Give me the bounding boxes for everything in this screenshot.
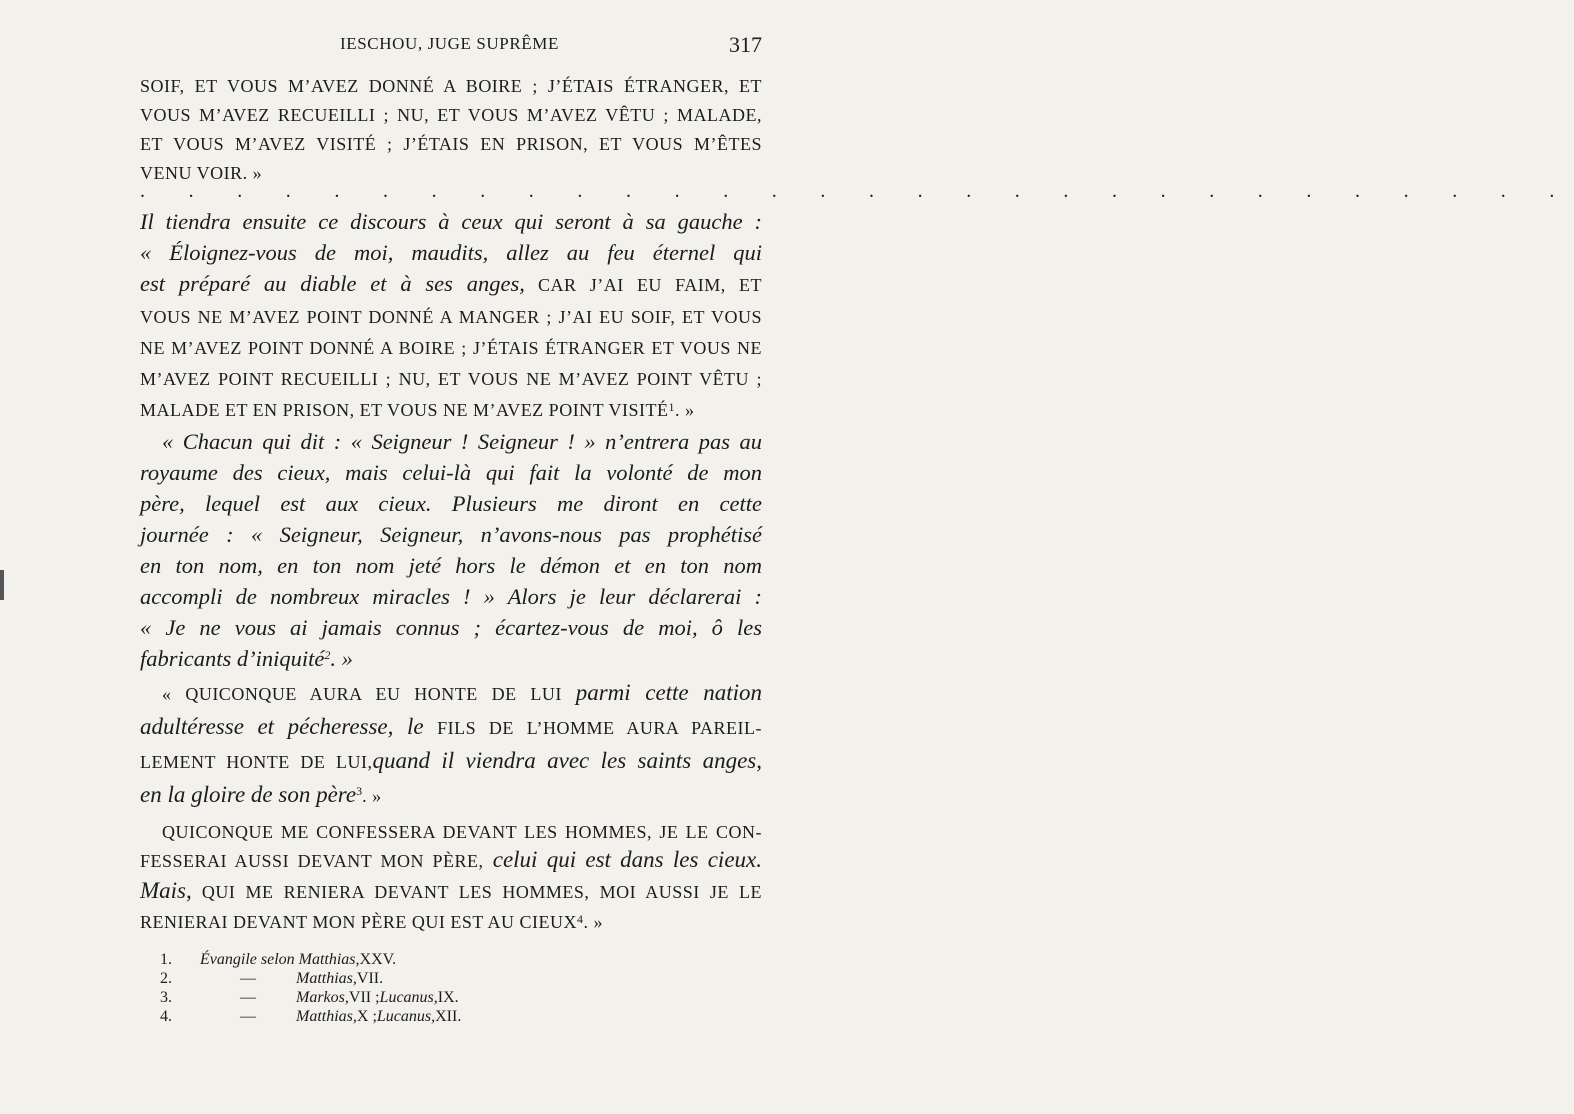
text-line [140, 395, 762, 426]
running-head [140, 34, 762, 58]
italic-run: Mais, [140, 878, 192, 903]
ellipsis-row: . . . . . . . . . . . . . . . . . . . . . . . . . . . . . . [140, 180, 1574, 202]
footnote-number: 1. [160, 951, 172, 968]
footnote-item [160, 969, 461, 988]
paragraph-3 [140, 426, 762, 674]
text-run: . » [675, 400, 695, 420]
footnote-item [160, 988, 461, 1007]
italic-run: adultéresse et pécheresse, [140, 714, 394, 739]
text-line: ET VOUS M’AVEZ VISITÉ ; J’ÉTAIS EN PRISON, ET VOUS M’ÊTES [140, 134, 762, 154]
footnote-number: 2. [160, 970, 172, 987]
page-number: 317 [729, 32, 762, 57]
footnote-source: Lucanus, [376, 1008, 436, 1025]
ditto-dash: — [240, 989, 256, 1006]
text-line: M’AVEZ POINT RECUEILLI ; NU, ET VOUS NE M’AVEZ POINT VÊTU ; [140, 369, 762, 389]
footnote-source: Lucanus, [379, 989, 438, 1006]
small-caps-run: CAR J’AI EU FAIM, ET [524, 275, 762, 295]
paragraph-2 [140, 206, 762, 426]
text-line: accompli de nombreux miracles ! » Alors je leur déclarerai : [140, 584, 762, 609]
text-line: VENU VOIR. » [140, 163, 263, 183]
text-run: . » [362, 786, 382, 806]
ditto-dash: — [240, 970, 256, 987]
italic-run: celui qui est dans les cieux. [483, 847, 762, 872]
text-line: journée : « Seigneur, Seigneur, n’avons-nous pas prophétisé [140, 522, 762, 547]
text-line: Il tiendra ensuite ce discours à ceux qui seront à sa gauche : [140, 209, 762, 234]
footnote-number: 3. [160, 989, 172, 1006]
footnote-number: 4. [160, 1008, 172, 1025]
footnote-reference: VII ; [348, 989, 380, 1006]
text-line: père, lequel est aux cieux. Plusieurs me diront en cette [140, 491, 762, 516]
text-run: fabricants d’iniquité [140, 646, 325, 671]
footnote-source: Matthias, [296, 970, 357, 987]
text-line [140, 643, 762, 674]
footnote-source: Matthias, [296, 1008, 357, 1025]
running-title: IESCHOU, JUGE SUPRÊME [340, 34, 559, 53]
small-caps-run: FILS DE L’HOMME AURA PAREIL- [437, 718, 763, 738]
footnote-item [160, 950, 461, 969]
text-line: SOIF, ET VOUS M’AVEZ DONNÉ A BOIRE ; J’ÉTAIS ÉTRANGER, ET [140, 76, 762, 96]
paragraph-4 [140, 677, 762, 813]
footnote-reference: VII. [356, 970, 384, 987]
footnote-item [160, 1007, 461, 1026]
binding-edge-mark [0, 570, 4, 600]
text-line: « Je ne vous ai jamais connus ; écartez-vous de moi, ô les [140, 615, 762, 640]
small-caps-run: « QUICONQUE AURA EU HONTE DE LUI [162, 684, 576, 704]
footnote-ref: 2 [324, 648, 331, 662]
italic-run: quand il viendra avec les saints anges, [372, 748, 762, 773]
text-line: NE M’AVEZ POINT DONNÉ A BOIRE ; J’ÉTAIS ÉTRANGER ET VOUS NE [140, 338, 762, 358]
text-line-mixed [140, 779, 762, 813]
ditto-dash: — [240, 1008, 256, 1025]
footnote-reference: XII. [435, 1008, 462, 1025]
italic-run: parmi cette nation [575, 680, 762, 705]
text-line-mixed [140, 877, 762, 908]
italic-run: en la gloire de son père [140, 782, 357, 807]
italic-run: est préparé au diable et à ses anges, [140, 271, 525, 296]
text-line: royaume des cieux, mais celui-là qui fait la volonté de mon [140, 460, 762, 485]
text-line-mixed [140, 711, 762, 745]
paragraph-5 [140, 818, 762, 936]
small-caps-run: LEMENT HONTE DE LUI, [140, 752, 373, 772]
text-line: VOUS M’AVEZ RECUEILLI ; NU, ET VOUS M’AVEZ VÊTU ; MALADE, [140, 105, 762, 125]
footnote-ref: 4 [577, 912, 584, 926]
footnote-source: Markos, [296, 989, 349, 1006]
text-line: « Éloignez-vous de moi, maudits, allez au feu éternel qui [140, 240, 762, 265]
text-run: RENIERAI DEVANT MON PÈRE QUI EST AU CIEUX [140, 912, 578, 932]
text-run: . » [330, 646, 353, 671]
paragraph-1 [140, 72, 762, 188]
text-line-mixed [140, 677, 762, 711]
footnote-reference: XXV. [359, 951, 397, 968]
italic-run: le [393, 714, 438, 739]
text-line: QUICONQUE ME CONFESSERA DEVANT LES HOMMES, JE LE CON- [162, 822, 762, 842]
footnotes [160, 950, 461, 1026]
text-line-mixed [140, 745, 762, 779]
text-line: VOUS NE M’AVEZ POINT DONNÉ A MANGER ; J’AI EU SOIF, ET VOUS [140, 307, 762, 327]
footnote-reference: IX. [437, 989, 459, 1006]
text-run: . » [583, 912, 604, 932]
text-line [140, 908, 762, 936]
small-caps-run: FESSERAI AUSSI DEVANT MON PÈRE, [140, 851, 484, 871]
footnote-ref: 1 [668, 400, 676, 414]
text-line-mixed [140, 268, 762, 302]
text-run: MALADE ET EN PRISON, ET VOUS NE M’AVEZ POINT VISITÉ [140, 400, 669, 420]
small-caps-run: QUI ME RENIERA DEVANT LES HOMMES, MOI AUSSI JE LE [191, 882, 762, 902]
footnote-reference: X ; [356, 1008, 377, 1025]
footnote-ref: 3 [356, 784, 363, 798]
text-line-mixed [140, 846, 762, 877]
text-line: en ton nom, en ton nom jeté hors le démon et en ton nom [140, 553, 762, 578]
text-line: « Chacun qui dit : « Seigneur ! Seigneur ! » n’entrera pas au [162, 429, 762, 454]
footnote-source: Évangile selon Matthias, [200, 951, 360, 968]
